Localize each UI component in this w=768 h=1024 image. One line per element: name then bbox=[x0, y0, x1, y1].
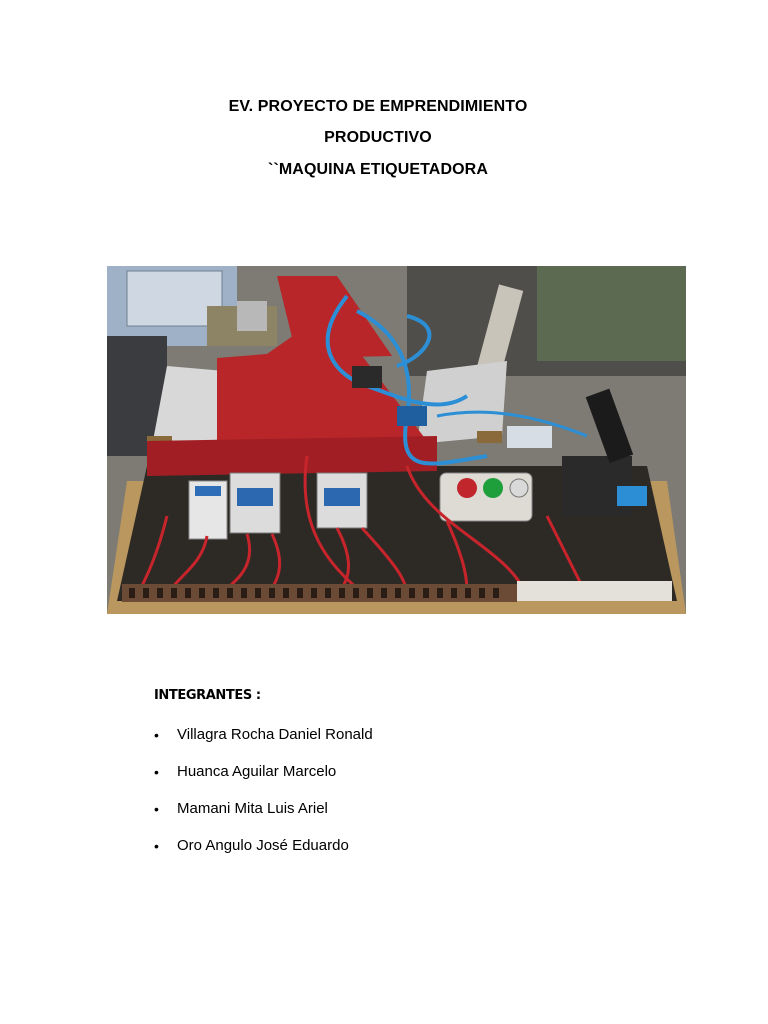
list-item bbox=[154, 763, 373, 800]
bullet: • bbox=[154, 727, 159, 743]
list-item bbox=[154, 800, 373, 837]
list-item bbox=[154, 726, 373, 763]
member-name: Huanca Aguilar Marcelo bbox=[177, 763, 337, 780]
bullet: • bbox=[154, 801, 159, 817]
member-name: Mamani Mita Luis Ariel bbox=[177, 800, 328, 817]
member-name: Oro Angulo José Eduardo bbox=[177, 837, 349, 854]
bullet: • bbox=[154, 764, 159, 780]
members-list bbox=[154, 726, 373, 874]
document-title-line-3: ``MAQUINA ETIQUETADORA bbox=[268, 161, 488, 178]
bullet: • bbox=[154, 838, 159, 854]
document-title-line-2: PRODUCTIVO bbox=[324, 129, 432, 146]
labeling-machine-illustration bbox=[107, 266, 686, 614]
member-name: Villagra Rocha Daniel Ronald bbox=[177, 726, 373, 743]
document-title-line-1: EV. PROYECTO DE EMPRENDIMIENTO bbox=[228, 98, 528, 115]
list-item bbox=[154, 837, 373, 874]
members-heading: INTEGRANTES : bbox=[154, 688, 261, 703]
machine-photo bbox=[107, 266, 686, 614]
